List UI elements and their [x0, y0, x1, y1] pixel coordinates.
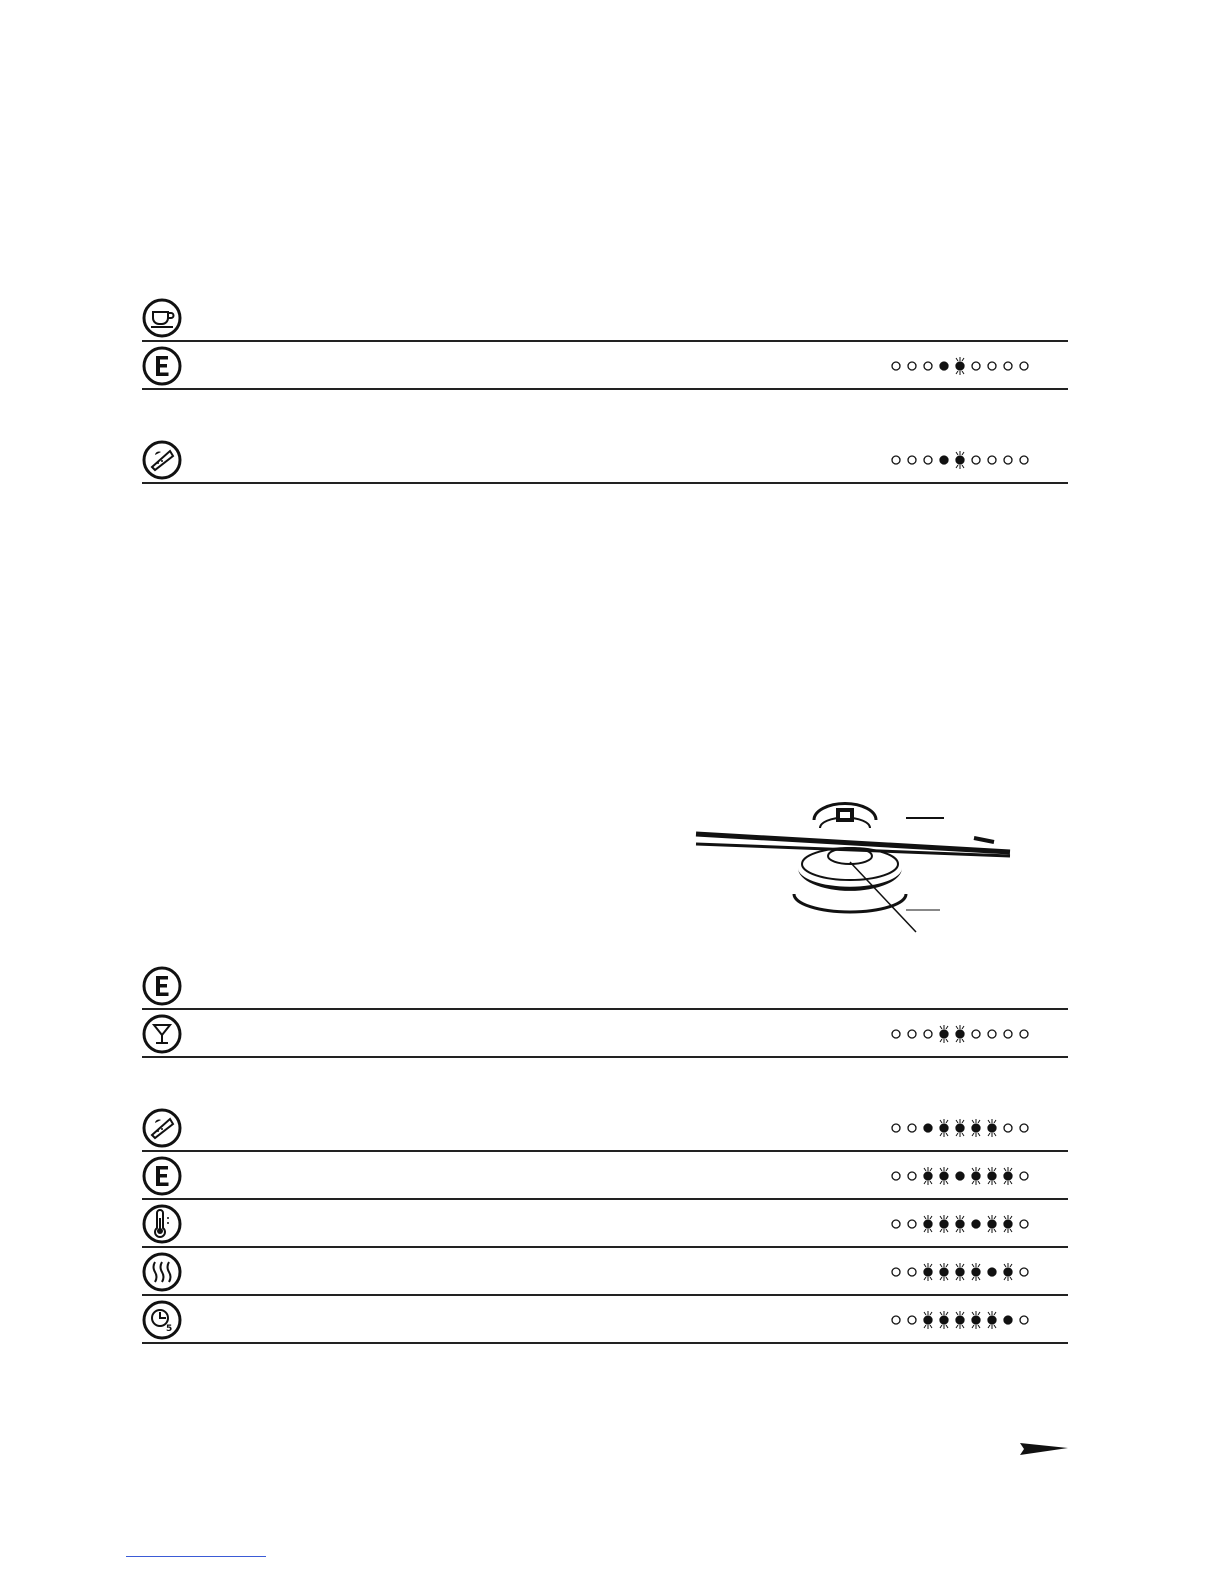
led-blink	[920, 1214, 936, 1234]
led-indicator	[888, 1262, 1038, 1282]
led-blink	[936, 1024, 952, 1044]
spray-arm-illustration	[694, 798, 1014, 938]
led-off	[920, 450, 936, 470]
led-blink	[936, 1214, 952, 1234]
cup-icon	[142, 298, 182, 338]
led-off	[1016, 1262, 1032, 1282]
led-off	[1016, 1166, 1032, 1186]
table-row	[142, 1296, 1068, 1344]
led-off	[1016, 1214, 1032, 1234]
led-on	[968, 1214, 984, 1234]
led-blink	[968, 1118, 984, 1138]
led-indicator	[888, 1024, 1038, 1044]
led-off	[1000, 1118, 1016, 1138]
settings-table-4	[142, 1104, 1068, 1344]
timer-5-icon	[142, 1300, 182, 1340]
led-off	[1016, 1024, 1032, 1044]
led-blink	[968, 1310, 984, 1330]
led-blink	[936, 1262, 952, 1282]
led-off	[904, 1310, 920, 1330]
led-blink	[936, 1166, 952, 1186]
rinse-aid-icon	[142, 440, 182, 480]
led-indicator	[888, 356, 1038, 376]
led-off	[968, 450, 984, 470]
table-row	[142, 1104, 1068, 1152]
led-off	[920, 1024, 936, 1044]
table-row	[142, 1152, 1068, 1200]
led-off	[904, 1262, 920, 1282]
led-off	[1016, 356, 1032, 376]
led-blink	[952, 1024, 968, 1044]
table-row	[142, 1200, 1068, 1248]
led-indicator	[888, 450, 1038, 470]
led-blink	[952, 1118, 968, 1138]
led-blink	[952, 450, 968, 470]
led-blink	[968, 1262, 984, 1282]
led-blink	[984, 1118, 1000, 1138]
led-blink	[984, 1310, 1000, 1330]
led-blink	[952, 1214, 968, 1234]
settings-table-3	[142, 962, 1068, 1058]
led-on	[952, 1166, 968, 1186]
led-off	[888, 1310, 904, 1330]
table-row	[142, 294, 1068, 342]
led-blink	[952, 1310, 968, 1330]
table-row	[142, 962, 1068, 1010]
led-off	[1016, 1118, 1032, 1138]
led-blink	[952, 1262, 968, 1282]
led-blink	[1000, 1214, 1016, 1234]
led-off	[904, 1166, 920, 1186]
led-blink	[968, 1166, 984, 1186]
led-blink	[920, 1166, 936, 1186]
led-blink	[936, 1118, 952, 1138]
led-off	[920, 356, 936, 376]
led-off	[904, 1118, 920, 1138]
led-on	[920, 1118, 936, 1138]
led-blink	[920, 1310, 936, 1330]
led-on	[1000, 1310, 1016, 1330]
e-icon	[142, 1156, 182, 1196]
settings-table-1	[142, 294, 1068, 390]
led-blink	[936, 1310, 952, 1330]
led-indicator	[888, 1310, 1038, 1330]
led-off	[1016, 450, 1032, 470]
led-off	[984, 1024, 1000, 1044]
led-off	[1000, 450, 1016, 470]
led-off	[904, 1214, 920, 1234]
led-off	[904, 356, 920, 376]
table-row	[142, 1010, 1068, 1058]
led-indicator	[888, 1214, 1038, 1234]
settings-table-2	[142, 436, 1068, 484]
led-blink	[1000, 1262, 1016, 1282]
led-off	[1016, 1310, 1032, 1330]
led-on	[936, 450, 952, 470]
led-blink	[1000, 1166, 1016, 1186]
led-off	[888, 1214, 904, 1234]
table-row	[142, 436, 1068, 484]
table-row	[142, 342, 1068, 390]
rinse-aid-icon	[142, 1108, 182, 1148]
led-blink	[984, 1214, 1000, 1234]
led-off	[904, 1024, 920, 1044]
footer-link-underline	[126, 1556, 266, 1557]
glass-icon	[142, 1014, 182, 1054]
led-off	[888, 1118, 904, 1138]
led-off	[888, 1262, 904, 1282]
led-off	[984, 450, 1000, 470]
timer-digit: 5	[166, 1324, 173, 1334]
led-blink	[984, 1166, 1000, 1186]
led-off	[888, 356, 904, 376]
led-blink	[920, 1262, 936, 1282]
led-off	[888, 1024, 904, 1044]
next-page-arrow-icon[interactable]	[1020, 1438, 1068, 1458]
led-off	[904, 450, 920, 470]
led-indicator	[888, 1118, 1038, 1138]
led-off	[888, 450, 904, 470]
steam-icon	[142, 1252, 182, 1292]
led-off	[1000, 1024, 1016, 1044]
led-off	[968, 356, 984, 376]
led-off	[888, 1166, 904, 1186]
led-off	[1000, 356, 1016, 376]
led-indicator	[888, 1166, 1038, 1186]
table-row	[142, 1248, 1068, 1296]
e-icon	[142, 966, 182, 1006]
led-blink	[952, 356, 968, 376]
thermometer-icon	[142, 1204, 182, 1244]
e-icon	[142, 346, 182, 386]
led-on	[936, 356, 952, 376]
led-off	[968, 1024, 984, 1044]
led-on	[984, 1262, 1000, 1282]
led-off	[984, 356, 1000, 376]
